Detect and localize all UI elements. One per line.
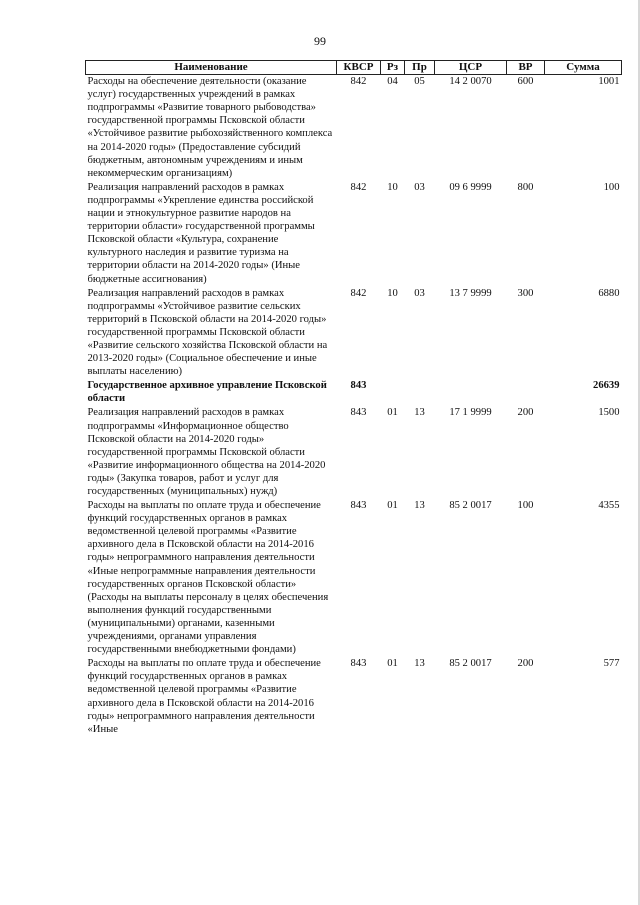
row-rz: 01: [387, 500, 398, 512]
row-csr: [435, 379, 507, 406]
table-row: [86, 406, 622, 499]
row-sum: 577: [603, 658, 620, 670]
row-name: Государственное архивное управление Псковской области: [87, 380, 327, 405]
row-kvsr: 843: [350, 500, 367, 512]
table-row: [86, 181, 622, 287]
column-header-sum: Сумма: [545, 61, 622, 75]
row-csr: 14 2 0070: [449, 76, 492, 88]
table-row: [86, 287, 622, 380]
row-pr: 03: [414, 287, 425, 299]
row-rz: 10: [387, 287, 398, 299]
row-pr: 13: [414, 407, 425, 419]
row-vr: 300: [517, 287, 534, 299]
column-header-rz: Рз: [381, 61, 405, 75]
row-vr: 200: [517, 658, 534, 670]
row-pr: 03: [414, 181, 425, 193]
row-pr: [405, 379, 435, 406]
row-kvsr: 843: [350, 380, 367, 392]
row-kvsr: 842: [350, 181, 367, 193]
row-csr: 13 7 9999: [449, 287, 492, 299]
table-row: [86, 379, 622, 406]
table-row: [86, 499, 622, 657]
row-vr: 200: [517, 407, 534, 419]
row-name: Расходы на выплаты по оплате труда и обеспечение функций государственных органов в рамках ведомственной целевой программы «Развитие архивного дела в Псковской области на 2014-2016 годы» непрограммного направления деятельности «Иные: [87, 658, 321, 735]
column-header-pr: Пр: [405, 61, 435, 75]
column-header-name: Наименование: [86, 61, 337, 75]
row-sum: 6880: [598, 287, 620, 299]
table-row: [86, 657, 622, 737]
row-rz: 10: [387, 181, 398, 193]
table-body: [86, 75, 622, 737]
budget-table: [85, 60, 622, 737]
row-sum: 4355: [598, 500, 620, 512]
column-header-kvsr: КВСР: [337, 61, 381, 75]
row-rz: [381, 379, 405, 406]
row-name: Расходы на выплаты по оплате труда и обеспечение функций государственных органов в рамках ведомственной целевой программы «Развитие архивного дела в Псковской области на 2014-2016 годы» непрограммного направления деятельности «Иные непрограммные направления деятельности государственных органов Псковской области» (Расходы на выплаты персоналу в целях обеспечения выполнения функций государственными (муниципальными) органами, казенными учреждениями, органами управления государственными внебюджетными фондами): [87, 500, 329, 656]
row-pr: 05: [414, 76, 425, 88]
row-name: Реализация направлений расходов в рамках подпрограммы «Укрепление единства российской нации и этнокультурное развитие народов на территории области» государственной программы Псковской области «Культура, сохранение культурного наследия и развитие туризма на территории области на 2014-2020 годы» (Иные бюджетные ассигнования): [87, 181, 315, 285]
row-rz: 04: [387, 76, 398, 88]
column-header-csr: ЦСР: [435, 61, 507, 75]
table-row: [86, 75, 622, 181]
row-name: Реализация направлений расходов в рамках подпрограммы «Устойчивое развитие сельских территорий в Псковской области на 2014-2020 годы» государственной программы Псковской области «Развитие сельского хозяйства Псковской области на 2013-2020 годы» (Социальное обеспечение и иные выплаты населению): [87, 287, 328, 378]
row-pr: 13: [414, 500, 425, 512]
row-sum: 1500: [598, 407, 620, 419]
row-vr: 600: [517, 76, 534, 88]
row-kvsr: 842: [350, 287, 367, 299]
row-name: Расходы на обеспечение деятельности (оказание услуг) государственных учреждений в рамках подпрограммы «Развитие товарного рыбоводства» государственной программы Псковской области «Устойчивое развитие рыбохозяйственного комплекса на 2014-2020 годы» (Предоставление субсидий бюджетным, автономным учреждениям и иным некоммерческим организациям): [87, 76, 333, 179]
row-sum: 100: [603, 181, 620, 193]
row-kvsr: 843: [350, 658, 367, 670]
row-pr: 13: [414, 658, 425, 670]
page-number: 99: [314, 34, 326, 48]
table-header-row: [86, 61, 622, 75]
row-sum: 26639: [593, 380, 620, 392]
row-name: Реализация направлений расходов в рамках подпрограммы «Информационное общество Псковской области на 2014-2020 годы» государственной программы Псковской области «Развитие информационного общества на 2014-2020 годы» (Закупка товаров, работ и услуг для государственных (муниципальных) нужд): [87, 407, 326, 497]
row-kvsr: 842: [350, 76, 367, 88]
row-vr: 800: [517, 181, 534, 193]
row-rz: 01: [387, 658, 398, 670]
row-vr: 100: [517, 500, 534, 512]
row-vr: [507, 379, 545, 406]
row-rz: 01: [387, 407, 398, 419]
row-csr: 17 1 9999: [449, 407, 492, 419]
row-csr: 85 2 0017: [449, 500, 492, 512]
row-sum: 1001: [598, 76, 620, 88]
column-header-vr: ВР: [507, 61, 545, 75]
row-csr: 85 2 0017: [449, 658, 492, 670]
row-csr: 09 6 9999: [449, 181, 492, 193]
row-kvsr: 843: [350, 407, 367, 419]
